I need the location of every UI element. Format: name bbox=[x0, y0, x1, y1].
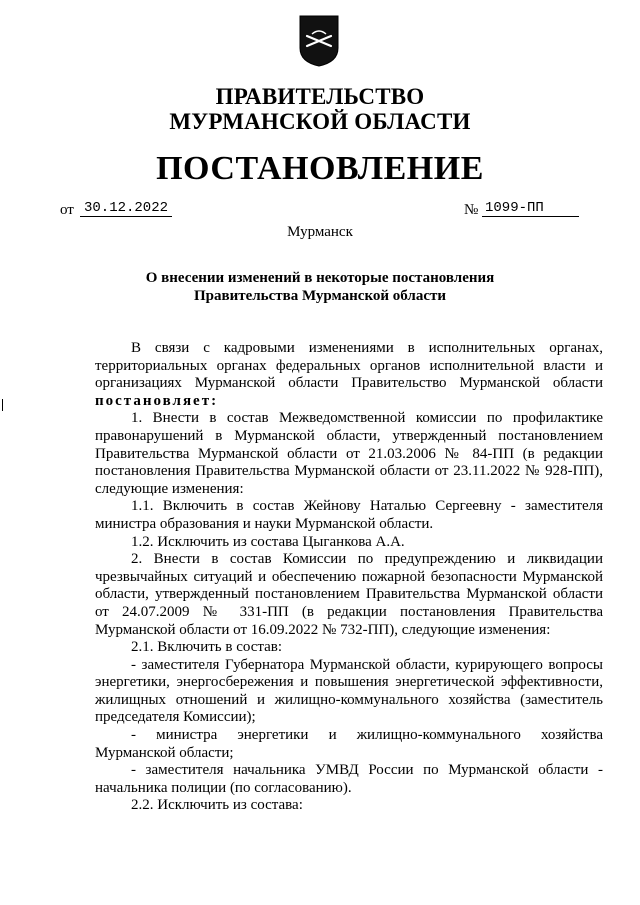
paragraph-1: 1. Внести в состав Межведомственной комиссии по профилактике правонарушений в Мурманской области, утвержденный постановлением Правительства Мурманской области от 21.03.2006 № 84-ПП (в редакции постановления Правительства Мурманской области от 23.11.2022 № 928-ПП), следующие изменения: bbox=[95, 410, 603, 497]
paragraph-2-1-a: - заместителя Губернатора Мурманской области, курирующего вопросы энергетики, энергосбережения и повышения энергетической эффективности, жилищных отношений и жилищно-коммунального хозяйства (заместитель председателя Комиссии); bbox=[95, 656, 603, 726]
date-prefix: от bbox=[60, 202, 74, 218]
margin-mark bbox=[2, 399, 3, 411]
document-date: 30.12.2022 bbox=[84, 200, 169, 216]
preamble-paragraph bbox=[95, 340, 603, 410]
paragraph-2-1: 2.1. Включить в состав: bbox=[131, 639, 283, 656]
paragraph-1-2: 1.2. Исключить из состава Цыганкова А.А. bbox=[131, 533, 405, 550]
document-number: 1099-ПП bbox=[485, 200, 544, 216]
document-type-heading: ПОСТАНОВЛЕНИЕ bbox=[156, 150, 484, 187]
paragraph-2: 2. Внести в состав Комиссии по предупреждению и ликвидации чрезвычайных ситуаций и обеспечению пожарной безопасности Мурманской области, утвержденный постановлением Правительства Мурманской области от 24.07.2009 № 331-ПП (в редакции постановления Правительства Мурманской области от 16.09.2022 № 732-ПП), следующие изменения: bbox=[95, 551, 603, 638]
document-body bbox=[95, 340, 603, 815]
paragraph-2-1-c: - заместителя начальника УМВД России по Мурманской области - начальника полиции (по согласованию). bbox=[95, 762, 603, 796]
number-prefix: № bbox=[464, 202, 479, 218]
number-underline bbox=[482, 216, 579, 217]
subject-line2: Правительства Мурманской области bbox=[193, 288, 447, 304]
paragraph-1-1: 1.1. Включить в состав Жейнову Наталью Сергеевну - заместителя министра образования и науки Мурманской области. bbox=[95, 498, 603, 532]
decree-word: постановляет: bbox=[95, 392, 219, 409]
org-name-line2: МУРМАНСКОЙ ОБЛАСТИ bbox=[169, 109, 471, 134]
coat-of-arms-emblem bbox=[298, 14, 340, 68]
subject-line1: О внесении изменений в некоторые постановления bbox=[145, 270, 495, 286]
date-underline bbox=[80, 216, 172, 217]
city-name: Мурманск bbox=[287, 224, 353, 240]
org-name-line1: ПРАВИТЕЛЬСТВО bbox=[215, 84, 425, 109]
preamble-text: В связи с кадровыми изменениями в исполнительных органах, территориальных органах федеральных органов исполнительной власти и организациях Мурманской области Правительство Мурманской области bbox=[95, 340, 603, 392]
paragraph-2-2: 2.2. Исключить из состава: bbox=[131, 797, 303, 814]
paragraph-2-1-b: - министра энергетики и жилищно-коммунального хозяйства Мурманской области; bbox=[95, 727, 603, 761]
